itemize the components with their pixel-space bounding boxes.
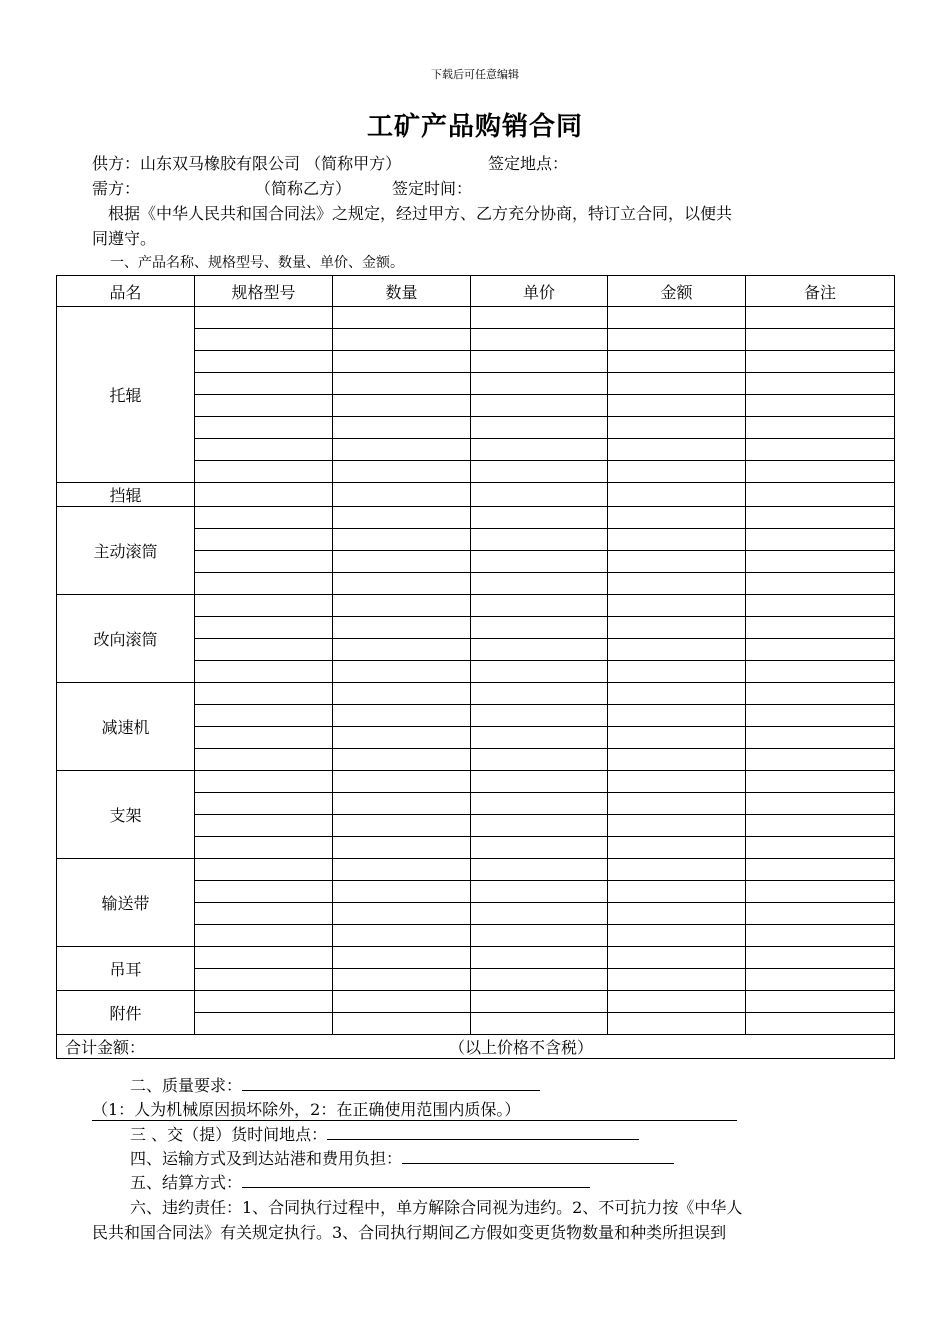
table-cell[interactable]	[195, 351, 333, 373]
table-cell[interactable]	[471, 483, 608, 507]
table-header-row	[57, 276, 895, 307]
table-cell[interactable]	[746, 573, 895, 595]
table-cell[interactable]	[333, 683, 471, 705]
table-cell[interactable]	[333, 573, 471, 595]
settlement-blank-line[interactable]	[242, 1171, 590, 1188]
table-cell[interactable]	[608, 395, 746, 417]
table-cell[interactable]	[333, 595, 471, 617]
table-cell[interactable]	[746, 307, 895, 329]
table-cell[interactable]	[471, 329, 608, 351]
table-cell[interactable]	[471, 417, 608, 439]
table-cell[interactable]	[608, 329, 746, 351]
table-cell[interactable]	[746, 351, 895, 373]
table-cell[interactable]	[746, 329, 895, 351]
table-cell[interactable]	[608, 507, 746, 529]
table-row	[57, 771, 895, 793]
table-cell[interactable]	[608, 969, 746, 991]
clause-2-label: 二、质量要求：	[130, 1076, 243, 1095]
table-cell[interactable]	[746, 1013, 895, 1035]
table-cell[interactable]	[608, 815, 746, 837]
table-cell[interactable]	[471, 793, 608, 815]
table-cell[interactable]	[608, 727, 746, 749]
table-cell[interactable]	[333, 859, 471, 881]
table-cell[interactable]	[195, 925, 333, 947]
table-cell[interactable]	[471, 461, 608, 483]
table-cell[interactable]	[746, 461, 895, 483]
table-cell[interactable]	[471, 573, 608, 595]
table-cell[interactable]	[746, 661, 895, 683]
table-cell[interactable]	[471, 859, 608, 881]
table-cell[interactable]	[471, 837, 608, 859]
table-cell[interactable]	[471, 373, 608, 395]
table-cell[interactable]	[333, 395, 471, 417]
table-cell[interactable]	[195, 439, 333, 461]
table-row	[57, 595, 895, 617]
table-cell[interactable]	[195, 329, 333, 351]
table-cell[interactable]	[471, 683, 608, 705]
intro-line-1: 根据《中华人民共和国合同法》之规定，经过甲方、乙方充分协商，特订立合同，以便共	[108, 204, 733, 223]
table-cell[interactable]	[333, 705, 471, 727]
table-cell[interactable]	[471, 947, 608, 969]
table-cell[interactable]	[195, 903, 333, 925]
table-cell[interactable]	[471, 507, 608, 529]
clause-3-delivery	[130, 1122, 639, 1145]
table-cell[interactable]	[608, 351, 746, 373]
table-cell[interactable]	[608, 771, 746, 793]
table-cell[interactable]	[333, 507, 471, 529]
table-cell[interactable]	[746, 925, 895, 947]
table-cell[interactable]	[195, 661, 333, 683]
table-cell[interactable]	[608, 683, 746, 705]
table-cell[interactable]	[471, 617, 608, 639]
table-cell[interactable]	[471, 815, 608, 837]
table-cell[interactable]	[333, 417, 471, 439]
table-cell[interactable]	[746, 881, 895, 903]
table-cell[interactable]	[746, 771, 895, 793]
header-note: 下载后可任意编辑	[431, 68, 519, 81]
transport-blank-line[interactable]	[402, 1147, 674, 1164]
table-cell[interactable]	[746, 483, 895, 507]
table-row	[57, 507, 895, 529]
table-cell[interactable]	[195, 947, 333, 969]
table-row	[57, 859, 895, 881]
table-cell[interactable]	[195, 683, 333, 705]
table-cell[interactable]	[195, 881, 333, 903]
table-row	[57, 483, 895, 507]
total-note: （以上价格不含税）	[449, 1038, 594, 1057]
total-row	[57, 1035, 895, 1059]
clause-5-settlement	[130, 1170, 590, 1193]
table-cell[interactable]	[471, 903, 608, 925]
table-cell[interactable]	[746, 815, 895, 837]
table-cell[interactable]	[471, 969, 608, 991]
table-cell[interactable]	[608, 837, 746, 859]
table-cell[interactable]	[608, 1013, 746, 1035]
product-table	[56, 275, 895, 1059]
table-cell[interactable]	[333, 793, 471, 815]
table-cell[interactable]	[608, 573, 746, 595]
table-cell[interactable]	[608, 551, 746, 573]
table-cell[interactable]	[333, 661, 471, 683]
table-cell[interactable]	[195, 529, 333, 551]
table-cell[interactable]	[608, 903, 746, 925]
table-cell[interactable]	[471, 551, 608, 573]
table-cell[interactable]	[746, 727, 895, 749]
sign-time-label: 签定时间：	[392, 179, 473, 198]
quality-blank-line[interactable]	[242, 1074, 540, 1091]
table-cell[interactable]	[195, 771, 333, 793]
table-cell[interactable]	[471, 991, 608, 1013]
table-cell[interactable]	[746, 595, 895, 617]
table-cell[interactable]	[333, 991, 471, 1013]
intro-line-2: 同遵守。	[92, 229, 157, 248]
table-row	[57, 947, 895, 969]
section-1-title: 一、产品名称、规格型号、数量、单价、金额。	[110, 255, 404, 271]
table-cell[interactable]	[608, 529, 746, 551]
table-cell[interactable]	[746, 683, 895, 705]
table-row	[57, 307, 895, 329]
table-cell[interactable]	[333, 881, 471, 903]
product-name-cell: 附件	[57, 991, 195, 1035]
buyer-label: 需方：	[92, 179, 141, 198]
table-cell[interactable]	[195, 639, 333, 661]
table-cell[interactable]	[746, 749, 895, 771]
table-cell[interactable]	[195, 705, 333, 727]
buyer-abbr: （简称乙方）	[255, 179, 352, 198]
header-cell: 单价	[471, 276, 608, 307]
header-cell: 数量	[333, 276, 471, 307]
total-label: 合计金额：	[65, 1038, 146, 1057]
table-cell[interactable]	[471, 771, 608, 793]
table-cell[interactable]	[471, 1013, 608, 1035]
table-cell[interactable]	[333, 639, 471, 661]
table-cell[interactable]	[333, 461, 471, 483]
table-cell[interactable]	[746, 529, 895, 551]
table-cell[interactable]	[746, 373, 895, 395]
table-cell[interactable]	[195, 991, 333, 1013]
table-cell[interactable]	[608, 617, 746, 639]
table-cell[interactable]	[195, 595, 333, 617]
table-cell[interactable]	[471, 705, 608, 727]
table-cell[interactable]	[608, 661, 746, 683]
table-cell[interactable]	[333, 837, 471, 859]
table-cell[interactable]	[746, 705, 895, 727]
table-cell[interactable]	[333, 483, 471, 507]
table-cell[interactable]	[333, 903, 471, 925]
table-cell[interactable]	[471, 439, 608, 461]
table-cell[interactable]	[746, 793, 895, 815]
table-cell[interactable]	[608, 859, 746, 881]
table-cell[interactable]	[471, 881, 608, 903]
table-cell[interactable]	[195, 461, 333, 483]
table-cell[interactable]	[333, 771, 471, 793]
table-cell[interactable]	[608, 461, 746, 483]
product-name-cell: 支架	[57, 771, 195, 859]
table-cell[interactable]	[333, 617, 471, 639]
table-cell[interactable]	[608, 925, 746, 947]
header-cell: 金额	[608, 276, 746, 307]
table-cell[interactable]	[608, 793, 746, 815]
table-cell[interactable]	[471, 529, 608, 551]
table-cell[interactable]	[746, 837, 895, 859]
table-cell[interactable]	[195, 483, 333, 507]
table-cell[interactable]	[471, 661, 608, 683]
table-row	[57, 683, 895, 705]
table-cell[interactable]	[195, 307, 333, 329]
table-cell[interactable]	[333, 351, 471, 373]
product-name-cell: 输送带	[57, 859, 195, 947]
table-cell[interactable]	[746, 439, 895, 461]
table-cell[interactable]	[195, 859, 333, 881]
total-cell	[57, 1035, 895, 1059]
clause-2-quality	[130, 1073, 540, 1096]
table-cell[interactable]	[195, 1013, 333, 1035]
product-name-cell: 改向滚筒	[57, 595, 195, 683]
table-cell[interactable]	[746, 395, 895, 417]
table-cell[interactable]	[746, 947, 895, 969]
table-cell[interactable]	[195, 793, 333, 815]
product-name-cell: 托辊	[57, 307, 195, 483]
table-cell[interactable]	[608, 749, 746, 771]
table-cell[interactable]	[608, 307, 746, 329]
table-cell[interactable]	[746, 969, 895, 991]
sign-place-label: 签定地点：	[488, 154, 569, 173]
table-cell[interactable]	[195, 551, 333, 573]
table-cell[interactable]	[608, 439, 746, 461]
table-cell[interactable]	[333, 749, 471, 771]
header-cell: 备注	[746, 276, 895, 307]
table-cell[interactable]	[608, 373, 746, 395]
table-cell[interactable]	[471, 307, 608, 329]
table-cell[interactable]	[195, 373, 333, 395]
table-cell[interactable]	[608, 947, 746, 969]
table-cell[interactable]	[195, 749, 333, 771]
table-cell[interactable]	[746, 903, 895, 925]
delivery-blank-line[interactable]	[327, 1123, 639, 1140]
table-cell[interactable]	[471, 727, 608, 749]
table-cell[interactable]	[746, 417, 895, 439]
table-cell[interactable]	[195, 507, 333, 529]
product-name-cell: 吊耳	[57, 947, 195, 991]
table-cell[interactable]	[195, 395, 333, 417]
clause-4-transport	[130, 1146, 674, 1169]
table-cell[interactable]	[608, 417, 746, 439]
table-cell[interactable]	[471, 925, 608, 947]
clause-5-label: 五、结算方式：	[130, 1173, 243, 1192]
table-cell[interactable]	[195, 837, 333, 859]
table-cell[interactable]	[608, 991, 746, 1013]
table-cell[interactable]	[608, 483, 746, 507]
table-cell[interactable]	[608, 705, 746, 727]
table-cell[interactable]	[195, 815, 333, 837]
clause-2-note: （1：人为机械原因损坏除外，2：在正确使用范围内质保。）	[92, 1097, 737, 1121]
table-cell[interactable]	[608, 595, 746, 617]
table-cell[interactable]	[195, 969, 333, 991]
table-cell[interactable]	[195, 573, 333, 595]
table-cell[interactable]	[333, 529, 471, 551]
table-cell[interactable]	[471, 639, 608, 661]
header-cell: 品名	[57, 276, 195, 307]
clause-3-label: 三 、交（提）货时间地点：	[130, 1125, 328, 1144]
table-cell[interactable]	[333, 307, 471, 329]
clause-4-label: 四、运输方式及到达站港和费用负担：	[130, 1149, 403, 1168]
table-cell[interactable]	[195, 617, 333, 639]
header-cell: 规格型号	[195, 276, 333, 307]
table-cell[interactable]	[333, 1013, 471, 1035]
table-cell[interactable]	[333, 727, 471, 749]
table-cell[interactable]	[195, 417, 333, 439]
table-cell[interactable]	[333, 947, 471, 969]
table-cell[interactable]	[746, 507, 895, 529]
table-cell[interactable]	[746, 639, 895, 661]
supplier-label: 供方：山东双马橡胶有限公司 （简称甲方）	[92, 154, 402, 173]
table-cell[interactable]	[333, 815, 471, 837]
table-cell[interactable]	[333, 439, 471, 461]
table-cell[interactable]	[746, 991, 895, 1013]
table-cell[interactable]	[333, 551, 471, 573]
table-cell[interactable]	[471, 749, 608, 771]
table-cell[interactable]	[746, 617, 895, 639]
product-name-cell: 减速机	[57, 683, 195, 771]
clause-6-line-1: 六、违约责任：1、合同执行过程中，单方解除合同视为违约。2、不可抗力按《中华人	[130, 1198, 743, 1217]
table-cell[interactable]	[608, 881, 746, 903]
table-cell[interactable]	[471, 351, 608, 373]
table-cell[interactable]	[333, 329, 471, 351]
table-cell[interactable]	[333, 925, 471, 947]
table-cell[interactable]	[333, 969, 471, 991]
table-row	[57, 991, 895, 1013]
table-cell[interactable]	[195, 727, 333, 749]
table-cell[interactable]	[608, 639, 746, 661]
table-cell[interactable]	[746, 859, 895, 881]
clause-6-line-2: 民共和国合同法》有关规定执行。3、合同执行期间乙方假如变更货物数量和种类所担误到	[92, 1223, 727, 1242]
document-title: 工矿产品购销合同	[366, 112, 583, 142]
table-cell[interactable]	[471, 395, 608, 417]
table-cell[interactable]	[746, 551, 895, 573]
product-name-cell: 主动滚筒	[57, 507, 195, 595]
table-cell[interactable]	[471, 595, 608, 617]
table-cell[interactable]	[333, 373, 471, 395]
product-name-cell: 挡辊	[57, 483, 195, 507]
